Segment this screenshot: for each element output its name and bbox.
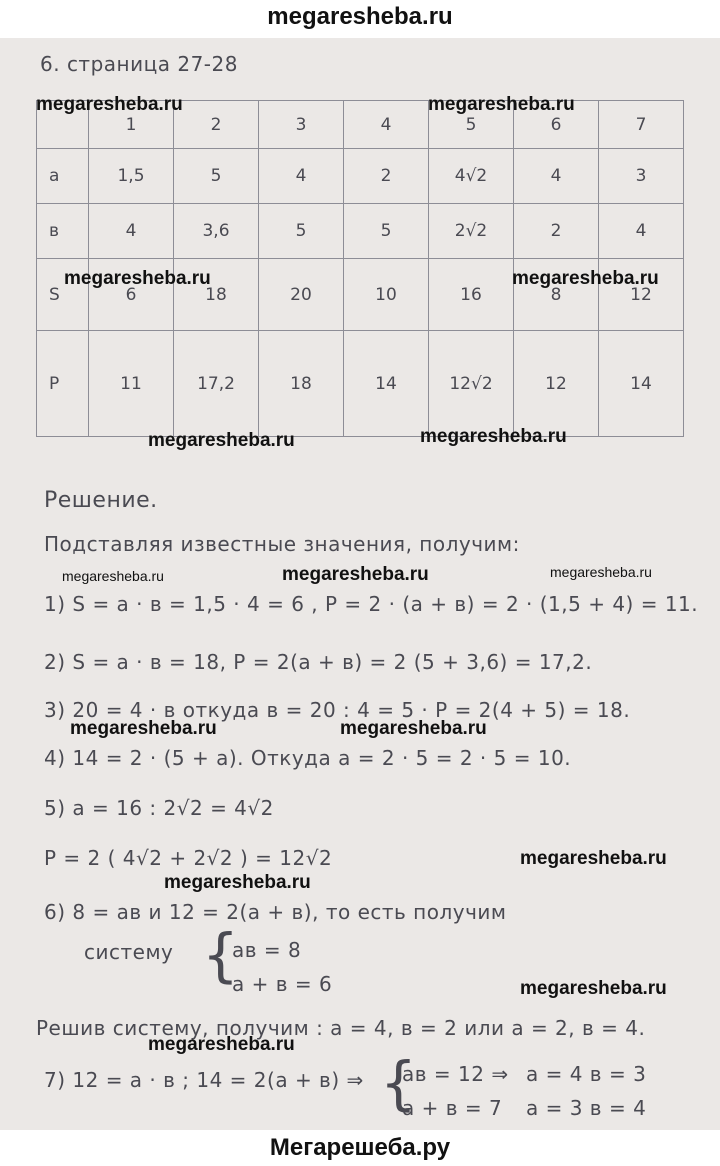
watermark: megaresheba.ru xyxy=(420,426,567,447)
table-cell: 17,2 xyxy=(174,331,259,437)
table-row-p xyxy=(37,331,684,437)
table-cell: 12 xyxy=(599,259,684,331)
table-cell: 8 xyxy=(514,259,599,331)
table-cell: 5 xyxy=(174,149,259,204)
watermark: megaresheba.ru xyxy=(164,872,311,893)
solution-intro: Подставляя известные значения, получим: xyxy=(44,532,520,556)
table-header-cell: 6 xyxy=(514,101,599,149)
watermark: megaresheba.ru xyxy=(428,94,575,115)
watermark: megaresheba.ru xyxy=(70,718,217,739)
watermark: megaresheba.ru xyxy=(36,94,183,115)
table-header-cell: 5 xyxy=(429,101,514,149)
table-cell: 14 xyxy=(344,331,429,437)
table-cell: 14 xyxy=(599,331,684,437)
table-cell: 11 xyxy=(89,331,174,437)
solution-heading: Решение. xyxy=(44,488,158,513)
table-cell: 2√2 xyxy=(429,204,514,259)
system7-eq2: a + в = 7 xyxy=(402,1096,503,1120)
solution-line-1: 1) S = a · в = 1,5 · 4 = 6 , P = 2 · (a + в) = 2 · (1,5 + 4) = 11. xyxy=(44,592,699,616)
table-cell: 12 xyxy=(514,331,599,437)
table-cell: 3,6 xyxy=(174,204,259,259)
table-header-cell: 1 xyxy=(89,101,174,149)
table-row-b xyxy=(37,204,684,259)
site-header: megaresheba.ru xyxy=(267,3,453,30)
table-cell: 20 xyxy=(259,259,344,331)
system-brace-icon: { xyxy=(202,921,239,989)
table-cell: 18 xyxy=(174,259,259,331)
solution-line-5-perimeter: P = 2 ( 4√2 + 2√2 ) = 12√2 xyxy=(44,846,333,870)
result7-first: a = 4 в = 3 xyxy=(526,1062,647,1086)
watermark: megaresheba.ru xyxy=(148,1034,295,1055)
table-cell: 6 xyxy=(89,259,174,331)
system7-eq1: aв = 12 ⇒ xyxy=(402,1062,509,1086)
table-cell: 4 xyxy=(514,149,599,204)
watermark: megaresheba.ru xyxy=(64,268,211,289)
table-cell: 10 xyxy=(344,259,429,331)
table-header-cell: 3 xyxy=(259,101,344,149)
row-label: S xyxy=(37,259,89,331)
table-cell: 4 xyxy=(89,204,174,259)
solution-line-4: 4) 14 = 2 · (5 + a). Откуда a = 2 · 5 = 2 · 5 = 10. xyxy=(44,746,572,770)
table-cell: 2 xyxy=(514,204,599,259)
solution-line-5: 5) a = 16 : 2√2 = 4√2 xyxy=(44,796,274,820)
watermark: megaresheba.ru xyxy=(62,568,164,584)
table-cell: 2 xyxy=(344,149,429,204)
table-header-cell: 2 xyxy=(174,101,259,149)
watermark: megaresheba.ru xyxy=(148,430,295,451)
table-cell: 4√2 xyxy=(429,149,514,204)
table-cell: 5 xyxy=(259,204,344,259)
table-cell: 4 xyxy=(599,204,684,259)
table-header-cell: 4 xyxy=(344,101,429,149)
row-label: P xyxy=(37,331,89,437)
site-footer: Мегарешеба.ру xyxy=(269,1134,451,1161)
table-cell: 4 xyxy=(259,149,344,204)
solution-line-6-result: Решив систему, получим : a = 4, в = 2 или a = 2, в = 4. xyxy=(36,1016,646,1040)
watermark: megaresheba.ru xyxy=(520,978,667,999)
result7-second: a = 3 в = 4 xyxy=(526,1096,647,1120)
system6-eq1: aв = 8 xyxy=(232,938,302,962)
table-cell: 5 xyxy=(344,204,429,259)
system-brace-icon: { xyxy=(380,1049,417,1117)
table-row-a xyxy=(37,149,684,204)
solution-line-7: 7) 12 = a · в ; 14 = 2(a + в) ⇒ xyxy=(44,1068,364,1092)
row-label: a xyxy=(37,149,89,204)
system-word: систему xyxy=(84,940,174,964)
notebook-page xyxy=(0,38,720,1130)
watermark: megaresheba.ru xyxy=(520,848,667,869)
solution-line-2: 2) S = a · в = 18, P = 2(a + в) = 2 (5 + 3,6) = 17,2. xyxy=(44,650,593,674)
table-header-cell: 7 xyxy=(599,101,684,149)
table-cell: 18 xyxy=(259,331,344,437)
watermark: megaresheba.ru xyxy=(550,564,652,580)
system6-eq2: a + в = 6 xyxy=(232,972,333,996)
watermark: megaresheba.ru xyxy=(282,564,429,585)
table-cell: 3 xyxy=(599,149,684,204)
table-cell: 16 xyxy=(429,259,514,331)
task-title: 6. страница 27-28 xyxy=(40,52,238,76)
table-cell: 1,5 xyxy=(89,149,174,204)
solution-line-3: 3) 20 = 4 · в откуда в = 20 : 4 = 5 · P = 2(4 + 5) = 18. xyxy=(44,698,631,722)
solution-line-6: 6) 8 = aв и 12 = 2(a + в), то есть получим xyxy=(44,900,507,924)
table-cell: 12√2 xyxy=(429,331,514,437)
row-label: в xyxy=(37,204,89,259)
watermark: megaresheba.ru xyxy=(340,718,487,739)
watermark: megaresheba.ru xyxy=(512,268,659,289)
